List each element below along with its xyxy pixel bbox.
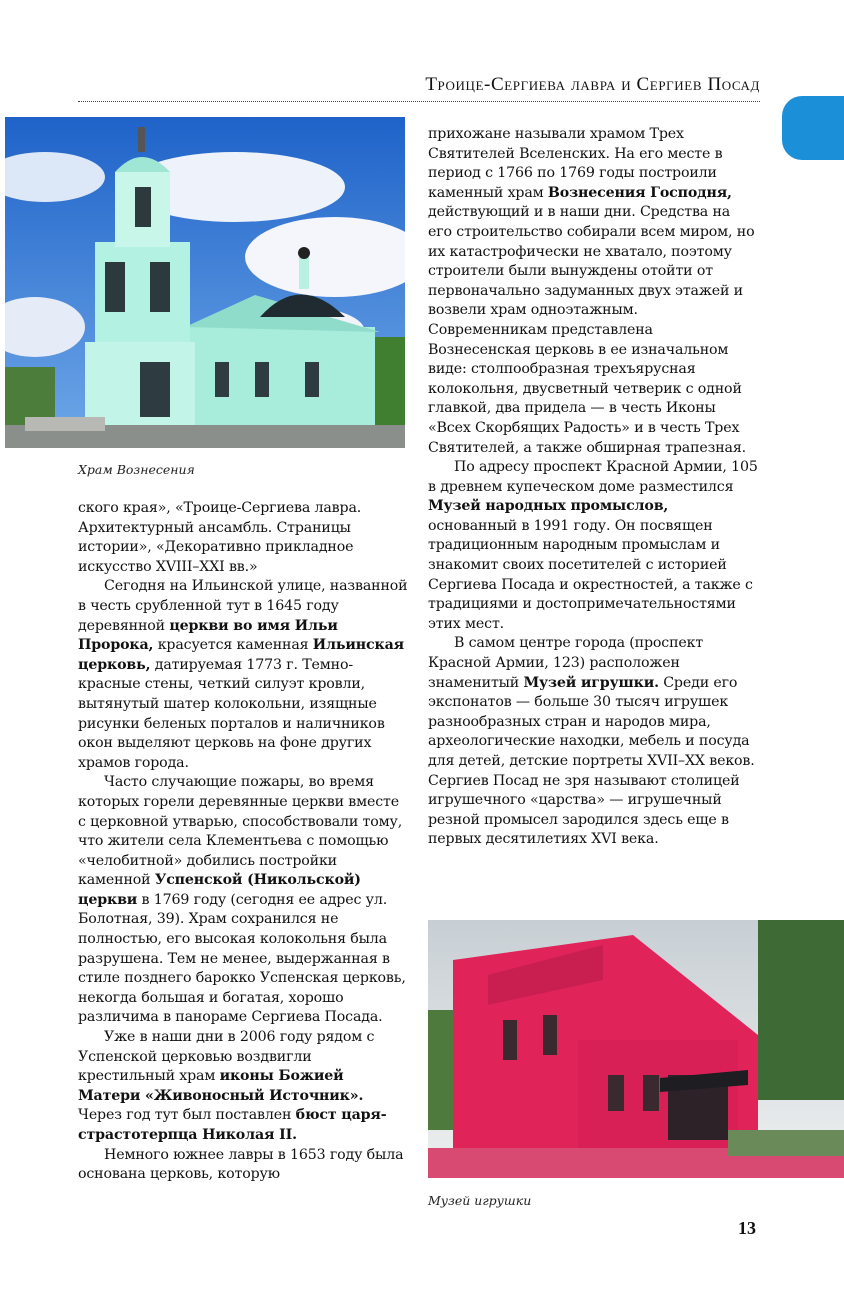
section-tab bbox=[782, 96, 844, 160]
paragraph: В самом центре города (проспект Красной Армии, 123) расположен знаменитый Музей игрушки. Среди его экспонатов — больше 30 тысяч игрушек разнообразных стран и народов мира, археологические находки, мебель и посуда для детей, детские портреты XVII–XX веков. Сергиев Посад не зря называют столицей игрушечного «царства» — игрушечный резной промысел зародился здесь еще в первых десятилетиях XVI века. bbox=[428, 635, 755, 848]
museum-photo-caption: Музей игрушки bbox=[428, 1193, 532, 1208]
right-text-column bbox=[428, 125, 758, 850]
paragraph: ского края», «Троице-Сергиева лавра. Архитектурный ансамбль. Страницы истории», «Декоративно прикладное искусство XVIII–XXI вв.» bbox=[78, 500, 362, 575]
paragraph: Часто случающие пожары, во время которых горели деревянные церкви вместе с церковной утварью, способствовали тому, что жители села Клементьева с помощью «челобитной» добились постройки каменной Успенской (Никольской) церкви в 1769 году (сегодня ее адрес ул. Болотная, 39). Храм сохранился не полностью, его высокая колокольня была разрушена. Тем не менее, выдержанная в стиле позднего барокко Успенская церковь, некогда большая и богатая, хорошо различима в панораме Сергиева Посада. bbox=[78, 774, 406, 1026]
museum-photo bbox=[428, 920, 844, 1178]
left-text-column bbox=[78, 499, 408, 1185]
paragraph: Сегодня на Ильинской улице, названной в честь срубленной тут в 1645 году деревянной церкви во имя Ильи Пророка, красуется каменная Ильинская церковь, датируемая 1773 г. Темно-красные стены, четкий силуэт кровли, вытянутый шатер колокольни, изящные рисунки беленых порталов и наличников окон выделяют церковь на фоне других храмов города. bbox=[78, 578, 408, 771]
church-photo-caption: Храм Вознесения bbox=[78, 462, 195, 477]
paragraph: прихожане называли храмом Трех Святителей Вселенских. На его месте в период с 1766 по 1769 годы построили каменный храм Вознесения Господня, действующий и в наши дни. Средства на его строительство собирали всем миром, но их катастрофически не хватало, поэтому строители были вынуждены отойти от первоначально задуманных двух этажей и возвели храм одноэтажным. Современникам представлена Вознесенская церковь в ее изначальном виде: столпообразная трехъярусная колокольня, двусветный четверик с одной главкой, два придела — в честь Иконы «Всех Скорбящих Радость» и в честь Трех Святителей, а также обширная трапезная. bbox=[428, 126, 755, 456]
paragraph: Уже в наши дни в 2006 году рядом с Успенской церковью воздвигли крестильный храм иконы Божией Матери «Живоносный Источник». Через год тут был поставлен бюст царя-страстотерпца Николая II. bbox=[78, 1029, 387, 1143]
page-number: 13 bbox=[738, 1218, 756, 1238]
paragraph: Немного южнее лавры в 1653 году была основана церковь, которую bbox=[78, 1146, 404, 1183]
church-photo bbox=[5, 117, 405, 448]
running-header: Троице-Сергиева лавра и Сергиев Посад bbox=[425, 74, 760, 95]
header-divider bbox=[78, 101, 760, 102]
paragraph: По адресу проспект Красной Армии, 105 в древнем купеческом доме разместился Музей народных промыслов, основанный в 1991 году. Он посвящен традиционным народным промыслам и знакомит своих посетителей с историей Сергиева Посада и окрестностей, а также с традициями и достопримечательностями этих мест. bbox=[428, 459, 758, 632]
